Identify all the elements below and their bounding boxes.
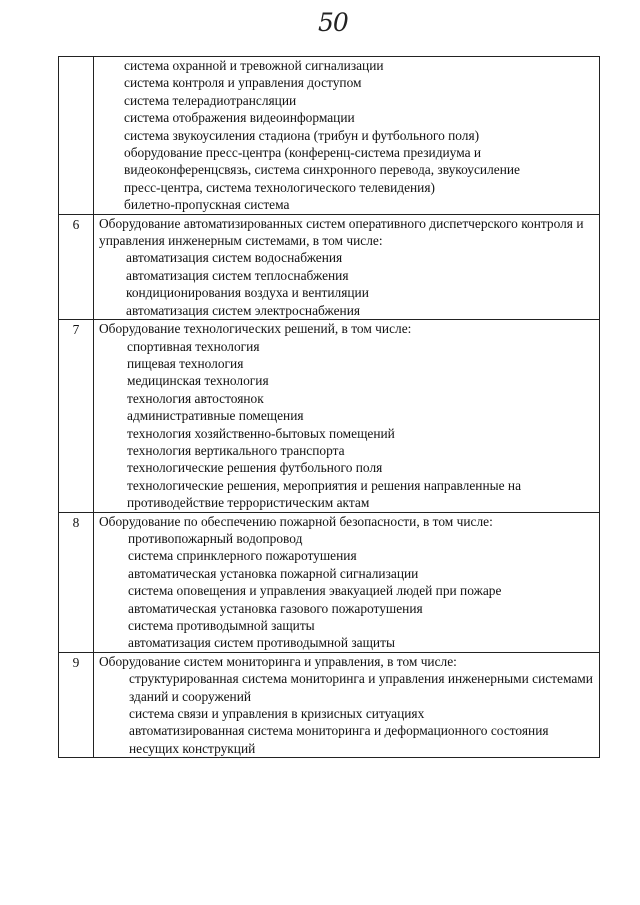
row-number: 8 bbox=[72, 514, 80, 530]
row-number-cell bbox=[59, 57, 94, 215]
table-row bbox=[59, 652, 600, 757]
section-heading: Оборудование автоматизированных систем оперативного диспетчерского контроля и управления инженерным системами, в том числе: bbox=[99, 215, 584, 249]
row-number: 7 bbox=[72, 322, 80, 338]
table-row bbox=[59, 320, 600, 512]
row-content-cell bbox=[94, 320, 600, 512]
list-item: структурированная система мониторинга и управления инженерными системами зданий и сооружений bbox=[129, 671, 593, 704]
list-item: административные помещения bbox=[127, 408, 304, 424]
list-item: автоматизированная система мониторинга и деформационного состояния несущих конструкций bbox=[129, 723, 549, 756]
list-item: система звукоусиления стадиона (трибун и футбольного поля) bbox=[124, 127, 480, 143]
section-heading: Оборудование систем мониторинга и управления, в том числе: bbox=[99, 653, 457, 669]
list-item: система оповещения и управления эвакуацией людей при пожаре bbox=[128, 583, 502, 599]
row-number-cell bbox=[59, 320, 94, 512]
list-item: технология хозяйственно-бытовых помещений bbox=[127, 425, 395, 441]
list-item: технология вертикального транспорта bbox=[127, 442, 345, 458]
table-row bbox=[59, 57, 600, 215]
list-item: медицинская технология bbox=[127, 373, 269, 389]
list-item: система телерадиотрансляции bbox=[124, 92, 297, 108]
row-content-cell bbox=[94, 57, 600, 215]
section-heading: Оборудование по обеспечению пожарной безопасности, в том числе: bbox=[99, 513, 493, 529]
list-item: технологические решения, мероприятия и решения направленные на противодействие террористическим актам bbox=[127, 477, 522, 511]
equipment-table bbox=[58, 56, 600, 758]
list-item: автоматизация систем водоснабжения bbox=[126, 250, 343, 266]
list-item: система связи и управления в кризисных ситуациях bbox=[129, 706, 425, 722]
row-content-cell bbox=[94, 512, 600, 652]
list-item: система отображения видеоинформации bbox=[124, 110, 355, 126]
table-row bbox=[59, 512, 600, 652]
row-content-cell bbox=[94, 652, 600, 757]
list-item: спортивная технология bbox=[127, 338, 260, 354]
list-item: автоматическая установка пожарной сигнализации bbox=[128, 565, 419, 581]
list-item: система контроля и управления доступом bbox=[124, 75, 362, 91]
list-item: технология автостоянок bbox=[127, 390, 264, 406]
row-number: 6 bbox=[72, 216, 80, 232]
list-item: противопожарный водопровод bbox=[128, 530, 303, 546]
list-item: автоматизация систем теплоснабжения bbox=[126, 267, 349, 283]
list-item: билетно-пропускная система bbox=[124, 197, 290, 213]
list-item: автоматизация систем противодымной защиты bbox=[128, 635, 395, 651]
list-item: система спринклерного пожаротушения bbox=[128, 548, 357, 564]
page-number: 50 bbox=[318, 8, 348, 37]
row-number-cell bbox=[59, 652, 94, 757]
row-number bbox=[59, 57, 93, 58]
list-item: автоматическая установка газового пожаротушения bbox=[128, 600, 423, 616]
row-number-cell bbox=[59, 214, 94, 319]
row-number-cell bbox=[59, 512, 94, 652]
list-item: технологические решения футбольного поля bbox=[127, 460, 383, 476]
list-item: кондиционирования воздуха и вентиляции bbox=[126, 285, 369, 301]
section-heading: Оборудование технологических решений, в том числе: bbox=[99, 321, 412, 337]
list-item: система охранной и тревожной сигнализации bbox=[124, 58, 384, 73]
list-item: пищевая технология bbox=[127, 355, 244, 371]
list-item: пресс-центра, система технологического телевидения) bbox=[124, 179, 435, 195]
row-content-cell bbox=[94, 214, 600, 319]
list-item: автоматизация систем электроснабжения bbox=[126, 302, 361, 318]
list-item: оборудование пресс-центра (конференц-система президиума и bbox=[124, 145, 482, 161]
table-row bbox=[59, 214, 600, 319]
list-item: видеоконференцсвязь, система синхронного перевода, звукоусиление bbox=[124, 162, 520, 178]
list-item: система противодымной защиты bbox=[128, 618, 315, 633]
row-number: 9 bbox=[72, 654, 80, 670]
